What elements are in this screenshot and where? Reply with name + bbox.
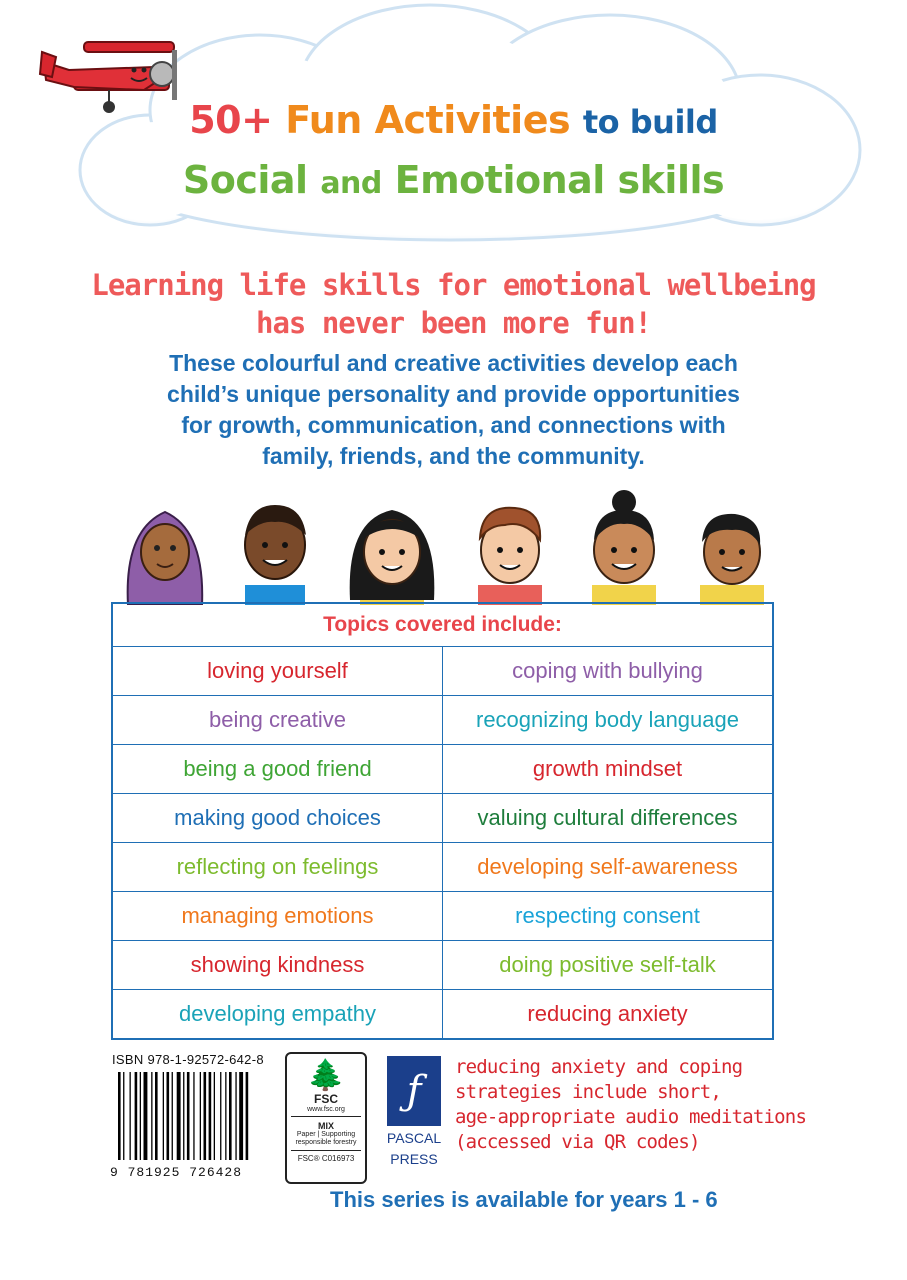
child-6-illustration bbox=[700, 514, 764, 605]
headline-number: 50+ bbox=[189, 98, 273, 142]
topic-row bbox=[112, 647, 773, 696]
tree-icon: 🌲 bbox=[307, 1059, 345, 1092]
fsc-paper: Paper | Supporting responsible forestry bbox=[291, 1131, 361, 1151]
intro-line: These colourful and creative activities develop each bbox=[169, 350, 738, 376]
note-line: (accessed via QR codes) bbox=[455, 1131, 700, 1153]
publisher-name-line-1: PASCAL bbox=[386, 1130, 442, 1146]
topic-row bbox=[112, 745, 773, 794]
topic-row bbox=[112, 696, 773, 745]
barcode-bar bbox=[225, 1072, 226, 1160]
isbn-text: ISBN 978-1-92572-642-8 bbox=[112, 1052, 264, 1067]
headline-fun-activities: Fun Activities bbox=[285, 98, 571, 142]
barcode-bar bbox=[187, 1072, 190, 1160]
barcode-bar bbox=[214, 1072, 215, 1160]
barcode-bar bbox=[172, 1072, 173, 1160]
fsc-www: www.fsc.org bbox=[291, 1106, 361, 1117]
barcode-bar bbox=[204, 1072, 207, 1160]
pascal-press-logo bbox=[384, 1056, 444, 1176]
child-5-illustration bbox=[592, 490, 656, 605]
intro-line: for growth, communication, and connections with bbox=[181, 412, 726, 438]
topic-cell: making good choices bbox=[112, 794, 443, 843]
headline-line-1 bbox=[0, 98, 907, 142]
series-availability: This series is available for years 1 - 6 bbox=[330, 1187, 718, 1212]
note-line: age-appropriate audio meditations bbox=[455, 1106, 807, 1128]
note-line: strategies include short, bbox=[455, 1081, 721, 1103]
barcode-bar bbox=[155, 1072, 158, 1160]
barcode-bar bbox=[235, 1072, 236, 1160]
child-3-illustration bbox=[350, 510, 435, 605]
child-1-illustration bbox=[128, 512, 203, 605]
barcode-bar bbox=[193, 1072, 194, 1160]
headline-social: Social bbox=[182, 158, 308, 202]
topic-row bbox=[112, 941, 773, 990]
barcode-bar bbox=[246, 1072, 249, 1160]
topic-row bbox=[112, 990, 773, 1040]
barcode-bar bbox=[229, 1072, 232, 1160]
barcode-bar bbox=[118, 1072, 121, 1160]
intro-line: family, friends, and the community. bbox=[262, 443, 645, 469]
fsc-logo bbox=[285, 1052, 367, 1184]
headline-line-2 bbox=[0, 158, 907, 202]
topic-cell: being creative bbox=[112, 696, 443, 745]
child-2-illustration bbox=[245, 505, 306, 605]
topic-cell: reflecting on feelings bbox=[112, 843, 443, 892]
barcode-bar bbox=[144, 1072, 148, 1160]
topic-cell: developing self-awareness bbox=[443, 843, 774, 892]
barcode-bar bbox=[130, 1072, 131, 1160]
topic-cell: showing kindness bbox=[112, 941, 443, 990]
barcode-bar bbox=[209, 1072, 212, 1160]
topic-row bbox=[112, 843, 773, 892]
barcode-bar bbox=[123, 1072, 124, 1160]
topic-row bbox=[112, 892, 773, 941]
children-illustration bbox=[110, 490, 790, 605]
topic-cell: managing emotions bbox=[112, 892, 443, 941]
intro-line: child’s unique personality and provide opportunities bbox=[167, 381, 740, 407]
topic-row bbox=[112, 794, 773, 843]
fsc-label: FSC bbox=[314, 1092, 338, 1106]
topics-table bbox=[111, 602, 774, 1040]
audio-meditation-note bbox=[455, 1055, 815, 1155]
tagline-line-1: Learning life skills for emotional wellbeing bbox=[91, 268, 816, 302]
topic-cell: developing empathy bbox=[112, 990, 443, 1040]
headline-to-build: to build bbox=[582, 103, 718, 141]
topic-cell: respecting consent bbox=[443, 892, 774, 941]
pascal-press-mark-icon: ƒ bbox=[387, 1056, 441, 1126]
barcode-bar bbox=[167, 1072, 170, 1160]
note-line: reducing anxiety and coping bbox=[455, 1056, 743, 1078]
headline-and: and bbox=[320, 166, 382, 201]
barcode-bar bbox=[220, 1072, 221, 1160]
barcode-bar bbox=[140, 1072, 141, 1160]
barcode-bar bbox=[200, 1072, 201, 1160]
barcode-bar bbox=[183, 1072, 184, 1160]
topic-cell: loving yourself bbox=[112, 647, 443, 696]
barcode-image bbox=[116, 1072, 262, 1160]
barcode-bar bbox=[163, 1072, 164, 1160]
topics-header-row bbox=[112, 603, 773, 647]
barcode-bar bbox=[151, 1072, 152, 1160]
tagline-line-2: has never been more fun! bbox=[255, 306, 652, 340]
topic-cell: coping with bullying bbox=[443, 647, 774, 696]
intro-paragraph bbox=[120, 348, 787, 472]
topics-heading: Topics covered include: bbox=[112, 603, 773, 647]
barcode-bar bbox=[177, 1072, 181, 1160]
topic-cell: doing positive self-talk bbox=[443, 941, 774, 990]
topic-cell: growth mindset bbox=[443, 745, 774, 794]
fsc-mix: MIX bbox=[317, 1121, 334, 1131]
child-4-illustration bbox=[478, 508, 542, 605]
topic-cell: being a good friend bbox=[112, 745, 443, 794]
barcode-bar bbox=[135, 1072, 138, 1160]
topic-cell: recognizing body language bbox=[443, 696, 774, 745]
headline-emotional-skills: Emotional skills bbox=[394, 158, 725, 202]
barcode-number: 9 781925 726428 bbox=[110, 1165, 243, 1180]
topic-cell: reducing anxiety bbox=[443, 990, 774, 1040]
publisher-name-line-2: PRESS bbox=[390, 1151, 438, 1167]
fsc-code: FSC® C016973 bbox=[297, 1154, 355, 1163]
topic-cell: valuing cultural differences bbox=[443, 794, 774, 843]
barcode-bar bbox=[239, 1072, 243, 1160]
